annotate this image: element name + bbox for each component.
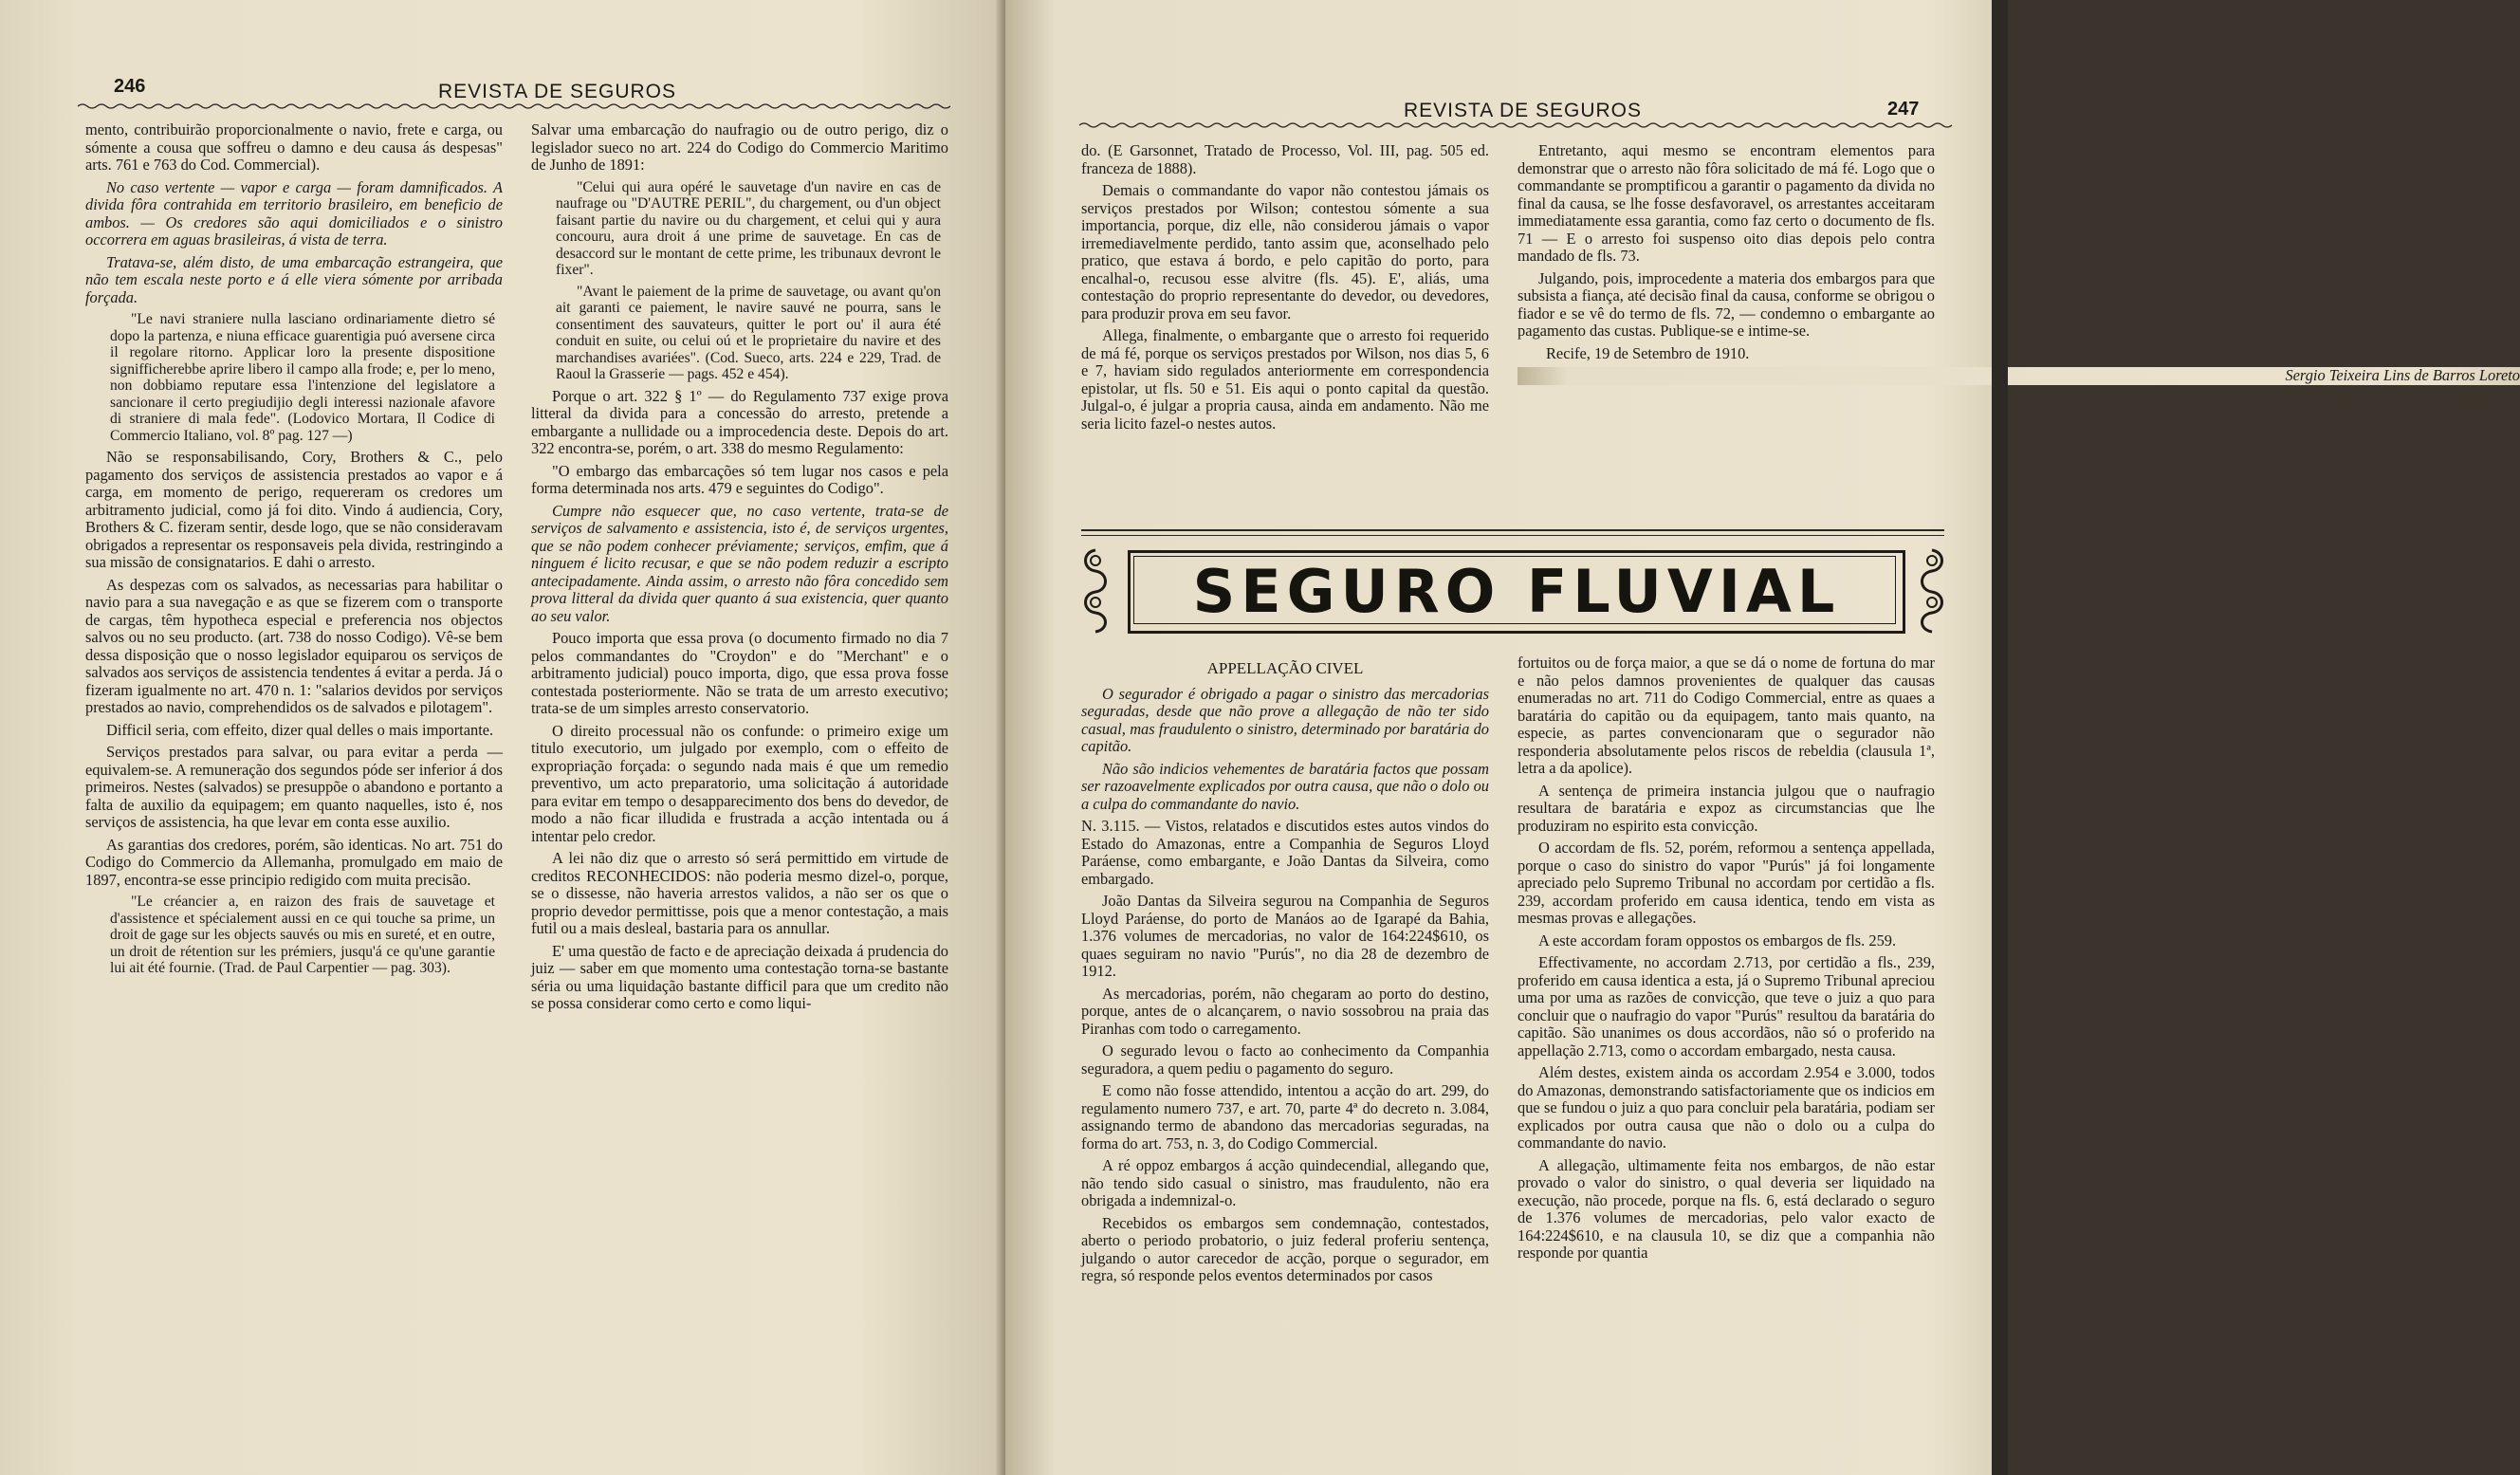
paragraph: A sentença de primeira instancia julgou que o naufragio resultara de baratária e expoz as circumstancias que lhe produziram no espirito esta convicção. [1518,781,1935,835]
paragraph: O segurado levou o facto ao conhecimento da Companhia seguradora, a quem pediu o pagamento do seguro. [1081,1042,1489,1078]
right-top-column-1 [1081,142,1489,522]
paragraph: Pouco importa que essa prova (o documento firmado no dia 7 pelos commandantes do "Croydon" e do "Merchant" e o arbitramento judicial) pouco importa, digo, que essa prova fosse contestada posteriormente. Não se trata de um arresto executivo; trata-se de um simples arresto conservatorio. [531,629,948,717]
paragraph: A este accordam foram oppostos os embargos de fls. 259. [1538,931,1897,950]
paragraph: "Avant le paiement de la prime de sauvetage, ou avant qu'on ait garanti ce paiement, le navire sauvé ne pourra, sans le consentiment des sauvateurs, quitter le port ou' il aura été conduit en suite, ou celui oú et le proprietaire du navire et des marchandises avariées". (Cod. Sueco, arts. 224 e 229, Trad. de Raoul la Grasserie — pags. 452 e 454). [556,283,941,382]
paragraph: E' uma questão de facto e de apreciação deixada á prudencia do juiz — saber em que momento uma contestação torna-se bastante séria ou uma liquidação bastante difficil para que um credito não se possa considerar como certo e como liqui- [531,941,948,1012]
paragraph: Tratava-se, além disto, de uma embarcação estrangeira, que não tem escala neste porto e á elle viera sómente por arribada forçada. [85,252,503,306]
paragraph: As mercadorias, porém, não chegaram ao porto do destino, porque, antes de o alcançarem, o navio sossobrou na praia das Piranhas com todo o carregamento. [1081,984,1489,1038]
paragraph: Salvar uma embarcação do naufragio ou de outro perigo, diz o legislador sueco no art. 224 do Codigo do Commercio Maritimo de Junho de 1891: [531,120,948,174]
scroll-ornament-icon [1076,543,1114,637]
paragraph: A allegação, ultimamente feita nos embargos, de não estar provado o valor do sinistro, o qual deveria ser liquidado na execução, não procede, porque na fls. 6, está declarado o seguro de 1.376 volumes de mercadorias, pelo valor exacto de 164:224$610, e na clausula 10, se diz que a companhia não responde por quantia [1518,1155,1935,1262]
paragraph: João Dantas da Silveira segurou na Companhia de Seguros Lloyd Paráense, do porto de Manáos ao de Igarapé da Bahia, 1.376 volumes de mercadorias, no valor de 164:224$610, os quaes seguiram no navio "Purús", no dia 28 de dezembro de 1912. [1081,892,1489,980]
paragraph: do. (E Garsonnet, Tratado de Processo, Vol. III, pag. 505 ed. franceza de 1888). [1081,141,1489,177]
page-number: 247 [1887,99,1920,120]
paragraph: N. 3.115. — Vistos, relatados e discutidos estes autos vindos do Estado do Amazonas, entre a Companhia de Seguros Lloyd Paráense, como embargante, e João Dantas da Silveira, como embargado. [1081,817,1489,888]
paragraph: Allega, finalmente, o embargante que o arresto foi requerido de má fé, porque os serviços prestados por Wilson, nos dias 5, 6 e 7, haviam sido regulados anteriormente em correspondencia epistolar, ut fls. 50 e 51. Eis aqui o ponto capital da questão. Julgal-o, é julgar a propria causa, ainda em andamento. Não me seria licito fazel-o nestes autos. [1081,326,1489,433]
paragraph: mento, contribuirão proporcionalmente o navio, frete e carga, ou sómente a cousa que soffreu o damno e deu causa ás despesas" arts. 761 e 763 do Cod. Commercial). [85,120,503,174]
paragraph: Difficil seria, com effeito, dizer qual delles o mais importante. [106,720,494,739]
page-edge-shadow [1992,0,2008,1475]
paragraph: "Celui qui aura opéré le sauvetage d'un navire en cas de naufrage ou "D'AUTRE PERIL", du chargement, ou d'un object faisant partie du navire ou du chargement, et celui qui y aura concouru, aura droit á une prime de sauvetage. En cas de desaccord sur le montant de cette prime, les tribunaux devront le fixer". [556,178,941,278]
section-banner [1069,543,1959,637]
paragraph: O direito processual não os confunde: o primeiro exige um titulo executorio, um julgado por exemplo, com o effeito de expropriação forçada: o segundo nada mais é que um remedio preventivo, um acto preparatorio, uma solicitação á autoridade para evitar em tempo o desapparecimento dos bens do devedor, de modo a não ficar illudida e frustrada a acção intentada ou á intentar pelo credor. [531,721,948,845]
right-bottom-column-1 [1081,655,1489,1466]
paragraph: Porque o art. 322 § 1º — do Regulamento 737 exige prova litteral da divida para a concessão do arresto, pretende a embargante a nullidade ou a improcedencia deste. Depois do art. 322 encontra-se, porém, o art. 338 do mesmo Regulamento: [531,386,948,457]
running-head: REVISTA DE SEGUROS [1404,100,1642,121]
paragraph: Demais o commandante do vapor não contestou jámais os serviços prestados por Wilson; contestou sómente a sua importancia, porque, diz elle, não considerou jámais o vapor irremediavelmente perdido, tanto assim que, aconselhado pelo pratico, que estava á bordo, e pelo capitão do porto, para encalhal-o, recusou esse alvitre (fls. 45). E', aliás, uma contestação do proprio representante do devedor, ou devedores, para produzir prova em seu favor. [1081,181,1489,323]
paragraph: Effectivamente, no accordam 2.713, por certidão a fls., 239, proferido em causa identica a esta, já o Supremo Tribunal apreciou uma por uma as razões de convicção, que teve o juiz a quo para concluir que o naufragio do vapor "Purús" resultou da baratária do capitão. São unanimes os dous accordãos, não só o proferido na appellação 2.713, como o accordam embargado, nesta causa. [1518,953,1935,1060]
paragraph: Cumpre não esquecer que, no caso vertente, trata-se de serviços de salvamento e assistencia, isto é, de serviços urgentes, que se não podem conhecer préviamente; serviços, emfim, que á ninguem é licito recusar, e que se não podem reduzir a escripto antecipadamente. Ainda assim, o arresto não fôra concedido sem prova litteral da divida quer quanto á sua existencia, quer quanto ao seu valor. [531,501,948,625]
paragraph: As garantias dos credores, porém, são identicas. No art. 751 do Codigo do Commercio da Allemanha, promulgado em maio de 1897, encontra-se esse principio redigido com muita precisão. [85,835,503,889]
left-column-1 [85,121,503,1464]
paragraph: "Le créancier a, en raizon des frais de sauvetage et d'assistence et spécialement aussi en ce qui touche sa prime, un droit de gage sur les objects sauvés ou mis en sureté, et en outre, un droit de rétention sur les prémiers, jusqu'á ce qu'une garantie lui ait été fournie. (Trad. de Paul Carpentier — pag. 303). [110,894,495,976]
paragraph: E como não fosse attendido, intentou a acção do art. 299, do regulamento numero 737, e art. 70, parte 4ª do decreto n. 3.084, assignando termo de abandono das mercadorias seguradas, na forma do art. 753, n. 3, do Codigo Commercial. [1081,1081,1489,1152]
paragraph: APPELLAÇÃO CIVEL [1206,659,1364,677]
section-title: SEGURO FLUVIAL [1192,557,1841,626]
paragraph: Julgando, pois, improcedente a materia dos embargos para que subsista a fiança, até decisão final da causa, conforme se obrigou o fiador e se vê do termo de fls. 72, — condemno o embargante ao pagamento das custas. Publique-se e intime-se. [1518,268,1935,340]
right-top-column-2 [1518,141,2520,522]
header-wavy-rule [78,102,950,110]
section-divider-rule [1081,529,1944,536]
page-number: 246 [114,76,146,97]
paragraph: Sergio Teixeira Lins de Barros Loreto [1518,367,2520,385]
right-bottom-column-2 [1518,655,1935,1466]
paragraph: Entretanto, aqui mesmo se encontram elementos para demonstrar que o arresto não fôra solicitado de má fé. Logo que o commandante se promptificou a garantir o pagamento da divida no final da causa, se lhe fosse desfavoravel, os arrestantes acceitaram immediatamente essa garantia, como faz certo o documento de fls. 71 — E o arresto foi suspenso oito dias depois pelo contra mandado de fls. 73. [1518,141,1935,265]
paragraph: "Le navi straniere nulla lasciano ordinariamente dietro sé dopo la partenza, e niuna efficace guarentigia puó aversene circa il regolare ritorno. Applicar loro la presente dispositione signifficherebbe aprire libero il campo alla frode; e, per lo meno, non dobbiamo reputare essa l'intenzione del legislatore a sancionare il certo pregiudijio degli interessi nazionale afavore di straniere di mala fede". (Lodovico Mortara, Il Codice di Commercio Italiano, vol. 8º pag. 127 —) [110,311,495,444]
paragraph: "O embargo das embarcações só tem lugar nos casos e pela forma determinada nos arts. 479 e seguintes do Codigo". [531,461,948,497]
paragraph: O accordam de fls. 52, porém, reformou a sentença appellada, porque o caso do sinistro do vapor "Purús" já foi longamente apreciado pelo Supremo Tribunal no accordam por certidão a fls. 239, accordam proferido em causa identica, tendo em vista as mesmas provas e allegações. [1518,839,1935,927]
paragraph: Recebidos os embargos sem condemnação, contestados, aberto o periodo probatorio, o juiz federal proferiu sentença, julgando o autor carecedor de acção, porque o segurador, em regra, só responde pelos eventos determinados por casos [1081,1213,1489,1284]
paragraph: As despezas com os salvados, as necessarias para habilitar o navio para a sua navegação e as que se fizerem com o transporte de cargas, têm hypotheca especial e preferencia nos objectos salvos ou no seu producto. (art. 738 do nosso Codigo). Vê-se bem dessa disposição que o nosso legislador equiparou os serviços de salvados aos serviços de assistencia tendentes á evitar a perda. Já o fizeram igualmente no art. 470 n. 1: "salarios devidos por serviços prestados ao navio, comprehendidos os de salvados e pilotagem". [85,575,503,716]
paragraph: A ré oppoz embargos á acção quindecendial, allegando que, não tendo sido casual o sinistro, mas fraudulento, não era obrigada a indemnizal-o. [1081,1156,1489,1209]
paragraph: Além destes, existem ainda os accordam 2.954 e 3.000, todos do Amazonas, demonstrando satisfactoriamente que os indicios em que se fundou o juiz a quo para concluir pela baratária, podiam ser explicados por outra causa que não o dolo ou a culpa do commandante do navio. [1518,1063,1935,1152]
header-wavy-rule [1079,121,1957,129]
paragraph: No caso vertente — vapor e carga — foram damnificados. A divida fôra contrahida em territorio brasileiro, em beneficio de ambos. — Os credores são aqui domiciliados e o sinistro occorrera em aguas brasileiras, á vista de terra. [85,177,503,249]
paragraph: Recife, 19 de Setembro de 1910. [1546,343,1750,362]
paragraph: A lei não diz que o arresto só será permittido em virtude de creditos RECONHECIDOS: não poderia mesmo dizel-o, porque, se o dissesse, não haveria arrestos validos, a não ser os que o proprio devedor permittisse, pois que a menor contestação, a mais futil ou a mais desleal, bastaria para os annullar. [531,849,948,937]
running-head: REVISTA DE SEGUROS [438,81,676,102]
scroll-ornament-icon [1913,543,1951,637]
paragraph: fortuitos ou de força maior, a que se dá o nome de fortuna do mar e não pelos damnos provenientes de qualquer das causas enumeradas no art. 711 do Codigo Commercial, entre as quaes a baratária do capitão ou da equipagem, tanto mais quanto, na especie, as partes convencionaram que o segurador não responderia absolutamente pelos riscos de rebeldia (clausula 1ª, letra a da apolice). [1518,654,1935,777]
left-page [0,0,1005,1475]
left-column-2 [531,121,948,1464]
paragraph: O segurador é obrigado a pagar o sinistro das mercadorias seguradas, desde que não prove a allegação de não ter sido casual, mas fraudulento o sinistro, determinado por baratária do capitão. [1081,684,1489,755]
paragraph: Serviços prestados para salvar, ou para evitar a perda — equivalem-se. A remuneração dos segundos póde ser inferior á dos primeiros. Nestes (salvados) se presuppõe o abandono e portanto a falta de auxilio da equipagem; em quanto naquelles, isto é, nos serviços de assistencia, ha que levar em conta esse auxilio. [85,743,503,831]
paragraph: Não se responsabilisando, Cory, Brothers & C., pelo pagamento dos serviços de assistencia prestados ao vapor e á carga, em momento de perigo, requereram os credores um arbitramento judicial, como já foi dito. Vindo á audiencia, Cory, Brothers & C. fizeram sentir, desde logo, que se não consideravam obrigados a representar os responsaveis pela divida, restringindo a sua missão de consignatarios. E dahi o arresto. [85,448,503,571]
paragraph: Não são indicios vehementes de baratária factos que possam ser razoavelmente explicados por outra causa, que não o dolo ou a culpa do commandante do navio. [1081,759,1489,813]
